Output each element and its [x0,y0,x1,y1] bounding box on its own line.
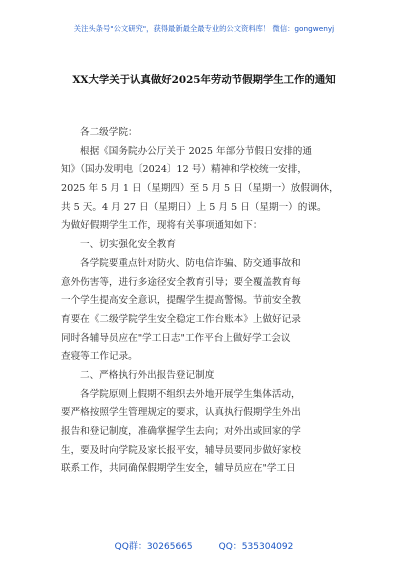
document-title: XX大学关于认真做好2025年劳动节假期学生工作的通知 [72,74,336,86]
body-line: 生，要及时向学院及家长报平安，辅导员要同步做好家校 [61,444,301,456]
body-line: 同时各辅导员应在"学工日志"工作平台上做好学工会议 [61,332,291,344]
footer-contact [0,539,408,552]
body-line: 共 5 天。4 月 27 日（星期日）上 5 月 5 日（星期一）的课。 [61,201,327,213]
body-line: 二、严格执行外出报告登记制度 [80,369,215,381]
body-line: 查寝等工作记录。 [61,351,138,363]
body-line: 各学院原则上假期不组织去外地开展学生集体活动， [80,388,301,400]
body-line: 报告和登记制度，准确掌握学生去向；对外出或回家的学 [61,426,301,437]
body-line: 一、切实强化安全教育 [80,239,176,251]
body-line: 2025 年 5 月 1 日（星期四）至 5 月 5 日（星期一）放假调休， [61,183,339,195]
body-line: 各学院要重点针对防火、防电信诈骗、防交通事故和 [80,257,301,269]
body-line: 各二级学院： [80,127,138,138]
body-line: 要严格按照学生管理规定的要求，认真执行假期学生外出 [61,407,301,419]
footer-qq-group: QQ群：30265665 [114,542,193,552]
footer-qq: QQ：535304092 [218,542,294,552]
body-line: 知》（国办发明电〔2024〕12 号）精神和学校统一安排， [61,164,307,176]
header-banner: 关注头条号"公文研究"，获得最新最全最专业的公文资料库！ 微信：gongwenyj [73,24,335,33]
body-line: 联系工作，共同确保假期学生安全，辅导员应在"学工日 [61,463,296,475]
body-line: 根据《国务院办公厅关于 2025 年部分节假日安排的通 [80,145,312,157]
body-line: 育要在《二级学院学生安全稳定工作台账本》上做好记录 [61,313,301,325]
body-line: 为做好假期学生工作，现将有关事项通知如下： [61,220,263,232]
body-line: 意外伤害等，进行多途径安全教育引导；要全覆盖教育每 [61,276,301,288]
document-body [61,124,353,479]
body-line: 一个学生提高安全意识，提醒学生提高警惕。节前安全教 [61,295,301,307]
